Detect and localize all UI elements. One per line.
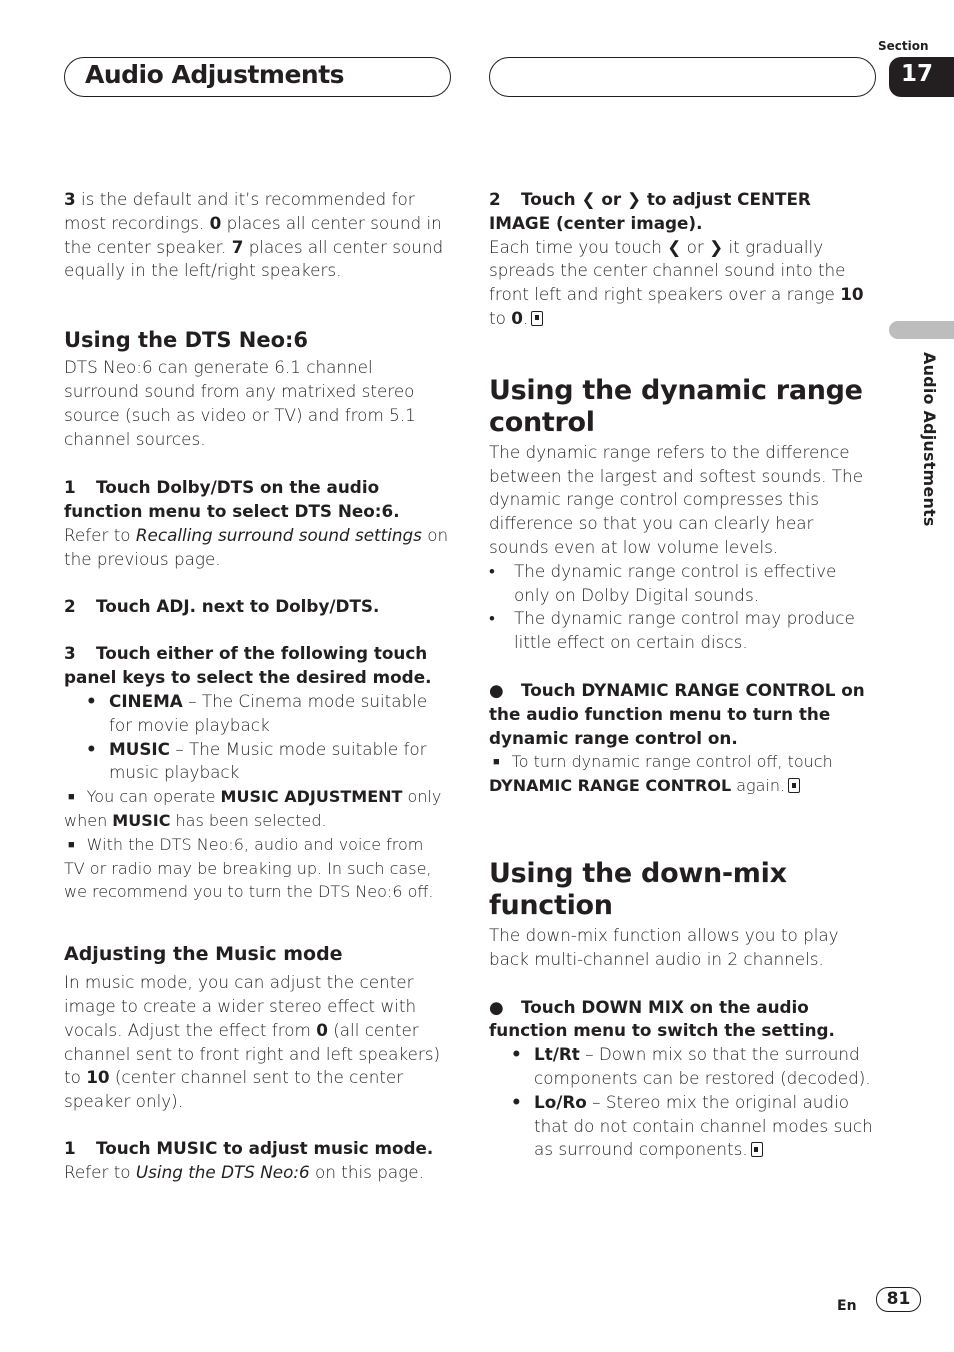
chevron-left-icon: ❮	[581, 189, 596, 209]
left-column	[64, 188, 449, 1185]
note-neo-breaking: ■ With the DTS Neo:6, audio and voice from TV or radio may be breaking up. In such case, we recommend you to turn the DTS Neo:6 off.	[64, 834, 434, 902]
neo-body: DTS Neo:6 can generate 6.1 channel surround sound from any matrixed stereo source (such as video or TV) and from 5.1 channel sources.	[64, 357, 416, 449]
step-bullet-icon: ●	[489, 679, 504, 700]
page-number: 81	[876, 1287, 921, 1312]
end-mark-icon	[788, 778, 800, 793]
drc-step: ● Touch DYNAMIC RANGE CONTROL on the audio function menu to turn the dynamic range control on.	[489, 679, 865, 748]
downmix-loro: • Lo/Ro – Stereo mix the original audio that do not contain channel modes such as surround components.	[511, 1091, 873, 1160]
section-label: Section	[878, 39, 929, 53]
header-blank-pill	[489, 57, 876, 97]
side-tab-marker	[889, 321, 954, 339]
step-bullet-icon: ●	[489, 996, 504, 1017]
drc-bullet-1: • The dynamic range control is effective only on Dolby Digital sounds.	[489, 560, 837, 605]
neo-heading: Using the DTS Neo:6	[64, 328, 309, 353]
center-intro: 3 is the default and it’s recommended for most recordings. 0 places all center sound in the center speaker. 7 places all center sound equally in the left/right speakers.	[64, 189, 444, 281]
end-mark-icon	[531, 311, 543, 326]
note-music-adjustment: ■ You can operate MUSIC ADJUSTMENT only when MUSIC has been selected.	[64, 787, 442, 830]
neo-step-3: 3 Touch either of the following touch panel keys to select the desired mode.	[64, 643, 432, 688]
downmix-heading: Using the down-mix function	[489, 857, 787, 921]
downmix-step: ● Touch DOWN MIX on the audio function menu to switch the setting.	[489, 996, 835, 1041]
drc-note: ■ To turn dynamic range control off, touch DYNAMIC RANGE CONTROL again.	[489, 752, 833, 796]
neo-step-1-refer: Refer to Recalling surround sound settings on the previous page.	[64, 524, 449, 569]
chevron-right-icon: ❯	[709, 236, 724, 257]
section-number: 17	[889, 57, 954, 97]
end-mark-icon	[751, 1142, 763, 1157]
center-step-2-body: Each time you touch ❮ or ❯ it gradually spreads the center channel sound into the front left and right speakers over a range 10 to 0.	[489, 236, 864, 328]
mode-cinema: • CINEMA – The Cinema mode suitable for movie playback	[86, 690, 428, 735]
center-step-2: 2 Touch ❮ or ❯ to adjust CENTER IMAGE (center image).	[489, 189, 811, 233]
drc-bullet-2: • The dynamic range control may produce little effect on certain discs.	[489, 608, 855, 653]
music-heading: Adjusting the Music mode	[64, 943, 343, 966]
chevron-right-icon: ❯	[627, 189, 642, 209]
music-step-1: 1 Touch MUSIC to adjust music mode.	[64, 1137, 434, 1158]
drc-body: The dynamic range refers to the difference between the largest and softest sounds. The dynamic range control compresses this difference so that you can clearly hear sounds even at low volume levels.	[489, 441, 864, 557]
side-tab-label: Audio Adjustments	[920, 352, 939, 527]
downmix-body: The down-mix function allows you to play back multi-channel audio in 2 channels.	[489, 924, 839, 969]
neo-step-1: 1 Touch Dolby/DTS on the audio function menu to select DTS Neo:6.	[64, 477, 400, 522]
page-title: Audio Adjustments	[85, 60, 345, 89]
music-body: In music mode, you can adjust the center image to create a wider stereo effect with vocals. Adjust the effect from 0 (all center channel sent to front right and left speakers) to 10 (center channel sent to the center speaker only).	[64, 972, 441, 1112]
chevron-left-icon: ❮	[667, 236, 682, 257]
music-step-1-refer: Refer to Using the DTS Neo:6 on this page.	[64, 1161, 424, 1182]
right-column	[489, 188, 877, 1162]
downmix-ltrt: • Lt/Rt – Down mix so that the surround components can be restored (decoded).	[511, 1044, 871, 1088]
drc-heading: Using the dynamic range control	[489, 374, 863, 438]
language-label: En	[837, 1298, 857, 1314]
neo-step-2: 2 Touch ADJ. next to Dolby/DTS.	[64, 595, 380, 616]
mode-music: • MUSIC – The Music mode suitable for music playback	[86, 738, 427, 783]
